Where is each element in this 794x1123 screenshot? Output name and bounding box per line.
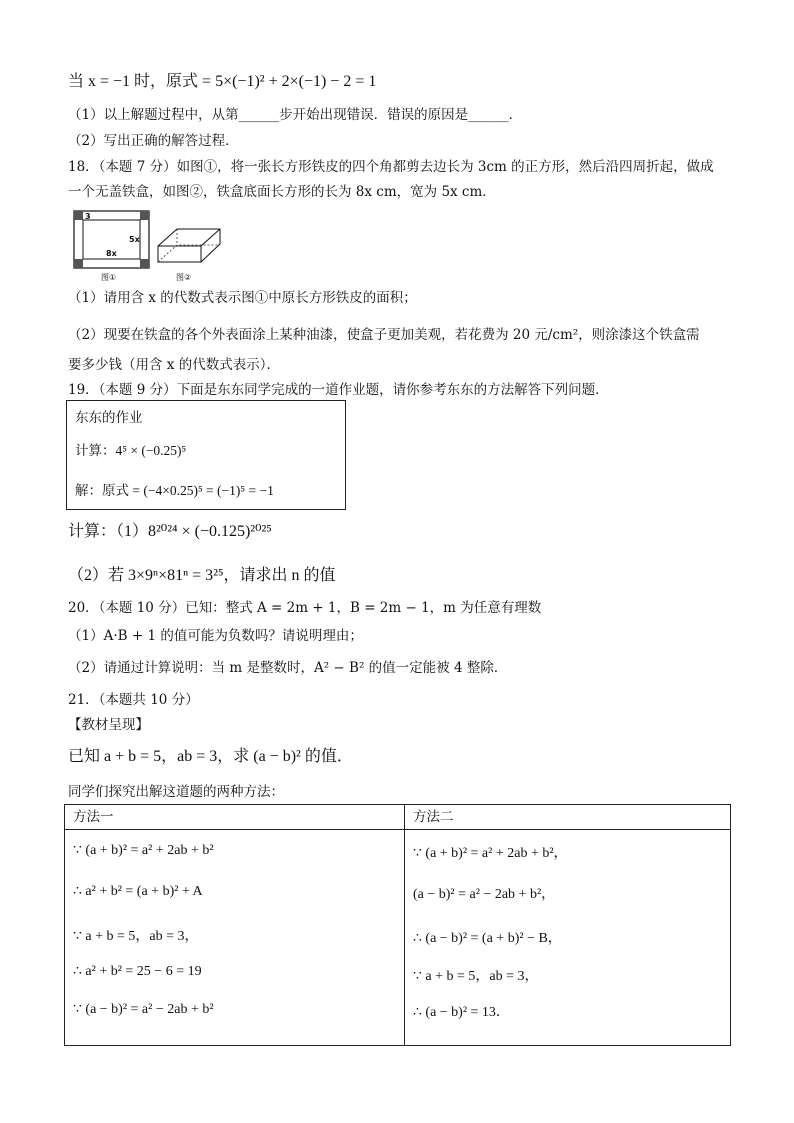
method1-step: ∴ a² + b² = 25 − 6 = 19 [73,964,202,979]
q17-part1: （1）以上解题过程中，从第______步开始出现错误．错误的原因是______． [68,107,523,123]
corner-square [74,259,83,268]
method2-step: ∵ a + b = 5，ab = 3， [413,969,539,984]
homework-title: 东东的作业 [75,410,143,426]
method2-step: ∴ (a − b)² = 13． [413,1005,510,1020]
caption-fig1: 图① [101,273,117,282]
homework-solution: 解：原式 = (−4×0.25)⁵ = (−1)⁵ = −1 [75,483,274,498]
method1-step: ∵ a + b = 5，ab = 3， [73,929,199,944]
q20-part1: （1）A·B + 1 的值可能为负数吗？请说明理由； [68,628,363,644]
method1-header: 方法一 [65,805,405,830]
method1-step: ∴ a² + b² = (a + b)² + A [73,884,203,899]
q21-stem: 21．（本题共 10 分） [68,692,199,708]
homework-calc: 计算：4⁵ × (−0.25)⁵ [75,443,187,458]
method2-step: ∵ (a + b)² = a² + 2ab + b²， [413,846,568,861]
q21-given: 已知 a + b = 5，ab = 3，求 (a − b)² 的值． [68,748,353,765]
line-x-substitution: 当 x = −1 时，原式 = 5×(−1)² + 2×(−1) − 2 = 1 [68,73,377,90]
homework-box [66,400,346,510]
method2-header: 方法二 [405,805,731,830]
method2-step: ∴ (a − b)² = (a + b)² − B， [413,931,562,946]
corner-square [74,211,83,220]
q18-part1: （1）请用含 x 的代数式表示图①中原长方形铁皮的面积； [68,290,417,306]
method2-step: (a − b)² = a² − 2ab + b²， [413,887,556,902]
label-5x: 5x [129,235,140,244]
caption-fig2: 图② [176,273,192,282]
method2-cell [405,830,731,1046]
box-hidden-edges [158,245,220,262]
q18-part2-line1: （2）现要在铁盒的各个外表面涂上某种油漆，使盒子更加美观，若花费为 20 元/cm²，则涂漆这个铁盒需 [68,327,700,343]
method1-cell [65,830,405,1046]
method1-step: ∵ (a − b)² = a² − 2ab + b² [73,1002,214,1017]
q21-intro: 同学们探究出解这道题的两种方法： [68,784,284,800]
methods-table [64,804,731,1046]
corner-square [140,211,149,220]
q17-part2: （2）写出正确的解答过程． [68,133,239,149]
q19-calc2: （2）若 3×9ⁿ×81ⁿ = 3²⁵，请求出 n 的值 [68,567,336,584]
q20-stem: 20．（本题 10 分）已知：整式 A = 2m + 1，B = 2m − 1，m 为任意有理数 [68,600,542,616]
q19-calc1: 计算：（1）8²⁰²⁴ × (−0.125)²⁰²⁵ [68,523,272,540]
corner-square [140,259,149,268]
box-top-edge [158,229,220,262]
q20-part2: （2）请通过计算说明：当 m 是整数时，A² − B² 的值一定能被 4 整除． [68,660,508,676]
q21-textbook-title: 【教材呈现】 [68,717,149,733]
q18-part2-line2: 要多少钱（用含 x 的代数式表示）． [68,357,280,373]
method1-step: ∵ (a + b)² = a² + 2ab + b² [73,843,214,858]
q18-stem-line2: 一个无盖铁盒，如图②，铁盒底面长方形的长为 8x cm，宽为 5x cm． [68,184,496,200]
q19-stem: 19．（本题 9 分）下面是东东同学完成的一道作业题，请你参考东东的方法解答下列问题． [68,382,609,398]
q18-stem-line1: 18．（本题 7 分）如图①，将一张长方形铁皮的四个角都剪去边长为 3cm 的正方形，然后沿四周折起，做成 [68,159,714,175]
label-8x: 8x [106,249,117,258]
box-figures [73,209,223,284]
label-3: 3 [85,212,91,221]
